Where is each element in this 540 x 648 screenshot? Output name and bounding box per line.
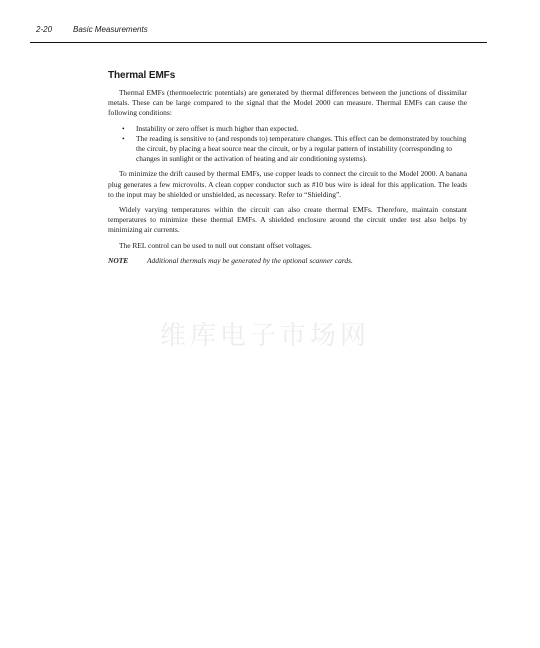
- watermark: 维库电子市场网: [160, 321, 371, 351]
- header-divider: [30, 42, 487, 43]
- note-text: Additional thermals may be generated by the optional scanner cards.: [147, 255, 353, 265]
- section-heading: Thermal EMFs: [108, 70, 176, 81]
- bullet-icon: •: [122, 123, 125, 133]
- list-item: [108, 124, 467, 134]
- bullet-icon: •: [122, 133, 125, 143]
- list-item-text: Instability or zero offset is much higher than expected.: [136, 123, 299, 133]
- page-number: 2-20: [36, 25, 53, 34]
- note-block: [108, 256, 467, 266]
- list-item-text: The reading is sensitive to (and responds to) temperature changes. This effect can be demonstrated by touching the circuit, by placing a heat source near the circuit, or by a regular pattern of instability (corresponding to changes in sunlight or the activation of heating and air conditioning systems).: [136, 133, 467, 164]
- intro-paragraph: Thermal EMFs (thermoelectric potentials) are generated by thermal differences between the junctions of dissimilar metals. These can be large compared to the signal that the Model 2000 can measure. Thermal EMFs can cause the following conditions:: [108, 88, 467, 118]
- list-item: [108, 134, 467, 165]
- conditions-list: [108, 124, 467, 165]
- body-paragraph: The REL control can be used to null out constant offset voltages.: [119, 240, 312, 250]
- chapter-title: Basic Measurements: [73, 25, 148, 34]
- note-label: NOTE: [108, 255, 129, 265]
- body-paragraph: Widely varying temperatures within the circuit can also create thermal EMFs. Therefore, maintain constant temperatures to minimize these thermal EMFs. A shielded enclosure around the circuit under test also helps by minimizing air currents.: [108, 205, 467, 235]
- body-paragraph: To minimize the drift caused by thermal EMFs, use copper leads to connect the circuit to the Model 2000. A banana plug generates a few microvolts. A clean copper conductor such as #10 bus wire is ideal for this application. The leads to the input may be shielded or unshielded, as necessary. Refer to “Shielding”.: [108, 169, 467, 199]
- page-body: [108, 70, 467, 266]
- running-header: [36, 25, 148, 34]
